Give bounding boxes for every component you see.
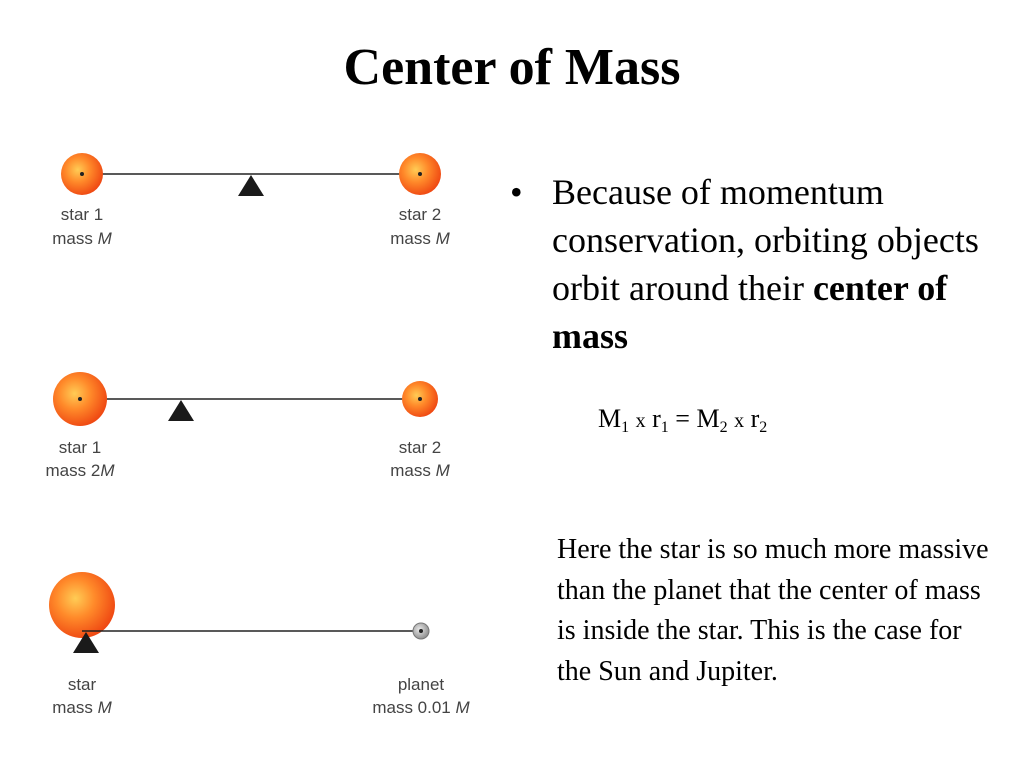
diagram-equal-masses — [52, 153, 450, 248]
equation-r1: r — [652, 404, 661, 433]
bullet-text-bold: center of mass — [552, 268, 948, 356]
bullet-item — [510, 168, 990, 360]
star-1-mass-label: mass 2M — [45, 461, 115, 480]
equation-r1-subscript: 1 — [660, 419, 669, 436]
star-1-mass-label: mass M — [52, 229, 112, 248]
star-1-center-dot — [80, 172, 84, 176]
diagram-star-planet — [49, 572, 470, 717]
explanation-note: Here the star is so much more massive than the planet that the center of mass is inside the star. This is the case for the Sun and Jupiter. — [557, 534, 989, 687]
star-2-label: star 2 — [398, 205, 442, 224]
fulcrum-triangle — [238, 175, 264, 196]
star-1-label: star 1 — [58, 438, 102, 457]
equation-m1-subscript: 1 — [621, 419, 630, 436]
equation-m2-subscript: 2 — [719, 419, 728, 436]
bullet-text-plain: Because of momentum conservation, orbiting objects orbit around their — [552, 172, 979, 308]
center-of-mass-equation — [598, 404, 767, 437]
fulcrum-triangle — [168, 400, 194, 421]
equation-r2-subscript: 2 — [759, 419, 768, 436]
star-2-mass-label: mass M — [390, 229, 450, 248]
star-1-label: star 1 — [60, 205, 104, 224]
equation-m2: M — [696, 404, 720, 433]
star-label: star — [67, 675, 97, 694]
equation-times: x — [734, 410, 745, 432]
planet-center-dot — [419, 629, 423, 633]
planet-mass-label: mass 0.01 M — [372, 698, 470, 717]
star-2-label: star 2 — [398, 438, 442, 457]
star-mass-label: mass M — [52, 698, 112, 717]
bullet-text — [552, 168, 990, 360]
planet-label: planet — [397, 675, 445, 694]
star-2-mass-label: mass M — [390, 461, 450, 480]
equation-r2: r — [750, 404, 760, 433]
equation-equals: = — [675, 404, 690, 433]
slide-title: Center of Mass — [343, 39, 681, 96]
star-body — [49, 572, 115, 638]
bullet-list — [510, 168, 990, 360]
equation-times: x — [635, 410, 646, 432]
star-2-center-dot — [418, 172, 422, 176]
diagram-unequal-masses — [46, 372, 451, 480]
bullet-marker: • — [510, 172, 523, 212]
star-2-center-dot — [418, 397, 422, 401]
equation-m1: M — [598, 404, 622, 433]
star-1-center-dot — [78, 397, 82, 401]
